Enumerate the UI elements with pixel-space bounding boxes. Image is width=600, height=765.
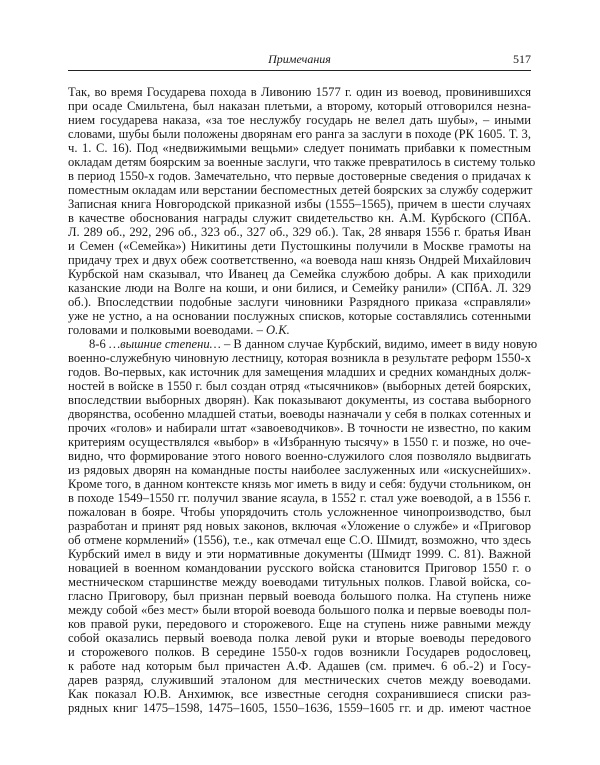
note-first-line bbox=[68, 337, 538, 351]
text-line: в качестве обоснования награды служит свидетельство кн. А.М. Курбского (СПбА. bbox=[68, 211, 531, 225]
text-line: Так, во время Государева похода в Ливонию 1577 г. один из воевод, провинившихся bbox=[68, 85, 531, 99]
text-line: дворянства, особенно младшей статьи, воеводы назначали у себя в полках сотенных и bbox=[68, 407, 531, 421]
text-line: новацией в военном командовании русского войска становится Приговор 1550 г. о bbox=[68, 561, 531, 575]
text-line: пожалован в бояре. Чтобы упорядочить столь усложненное чинопроизводство, был bbox=[68, 505, 531, 519]
running-head bbox=[68, 52, 531, 68]
author-signature: О.К. bbox=[266, 323, 290, 337]
page-number: 517 bbox=[513, 52, 531, 66]
text-line: в походе 1549–1550 гг. получил звание ясаула, в 1552 г. стал уже воеводой, а в 1556 г. bbox=[68, 491, 531, 505]
text-line: из рядовых дворян на командные посты наиболее заслуженных или «искуснейших». bbox=[68, 463, 531, 477]
note-reference: 8-6 bbox=[89, 337, 109, 351]
text-line: прочих «голов» и набирали штат «завоеводчиков». В точности не известно, по каким bbox=[68, 421, 531, 435]
text-line: гласно Приговору, был признан первый воевода большого полка. На ступень ниже bbox=[68, 589, 531, 603]
text-line: разработан и принят ряд новых законов, включая «Уложение о службе» и «Приговор bbox=[68, 519, 531, 533]
text-line: ков правой руки, передового и сторожевого. Еще на ступень ниже равными между bbox=[68, 617, 531, 631]
text-line: собой оказались первый воевода полка левой руки и вторые воеводы передового bbox=[68, 631, 531, 645]
text-line: нием государева наказа, «за тое неслужбу государь не велел дать шубы», – иными bbox=[68, 113, 531, 127]
text-line: дарев разряд, служивший эталоном для местнических счетов между воеводами. bbox=[68, 673, 531, 687]
header-rule bbox=[68, 70, 531, 71]
text-line: к работе над которым был причастен А.Ф. Адашев (см. примеч. 6 об.-2) и Госу- bbox=[68, 659, 531, 673]
text-line: казанские люди на Волге на коши, и они билися, и Семейку ранили» (СПбА. Л. 329 bbox=[68, 281, 531, 295]
text-fragment: головами и полковыми воеводами. – bbox=[68, 323, 267, 337]
text-line: и сторожевого полков. В середине 1550-х годов возникли Государев родословец, bbox=[68, 645, 531, 659]
text-line-with-signature bbox=[68, 323, 531, 337]
text-line: военно-служебную чиновную лестницу, которая возникла в результате реформ 1550-х bbox=[68, 351, 531, 365]
text-line: между собой «без мест» были второй воевода большого полка и первые воеводы пол- bbox=[68, 603, 531, 617]
note-lemma: …вышние степени… bbox=[108, 337, 221, 351]
text-line: окладам детям боярским за военные заслуги, что также превратилось в систему только bbox=[68, 155, 536, 169]
text-line: Кроме того, в данном контексте князь мог иметь в виду и себя: будучи стольником, он bbox=[68, 477, 531, 491]
running-title: Примечания bbox=[268, 52, 331, 66]
text-line: ностей в войске в 1550 г. был создан отряд «тысячников» (выборных детей боярских, bbox=[68, 379, 531, 393]
text-line: при осаде Смильтена, был наказан плетьми, а второму, который отговорился незна- bbox=[68, 99, 531, 113]
text-line: видно, что формирование этого нового военно-служилого слоя позволяло выдвигать bbox=[68, 449, 531, 463]
text-line: годов. Во-первых, как источник для замещения младших и средних командных долж- bbox=[68, 365, 531, 379]
text-line: уже не устно, а на основании послужных списков, которые составлялись сотенными bbox=[68, 309, 531, 323]
text-line: Как показал Ю.В. Анхимюк, все известные сегодня сохранившиеся списки раз- bbox=[68, 687, 531, 701]
text-line: ч. 1. С. 16). Под «недвижимыми вещьми» следует понимать прибавки к поместным bbox=[68, 141, 531, 155]
text-line: словами, шубы были положены дворянам его ранга за заслуги в походе (РК 1605. Т. 3, bbox=[68, 127, 531, 141]
text-line: придачу трех и двух обеж соответственно, «а воевода наш князь Ондрей Михайлович bbox=[68, 253, 531, 267]
text-fragment: – В данном случае Курбский, видимо, имеет в виду новую bbox=[220, 337, 538, 351]
body-text bbox=[68, 85, 538, 715]
text-line: Курбский имел в виду и эти нормативные документы (Шмидт 1999. С. 81). Важной bbox=[68, 547, 531, 561]
text-line: рядных книг 1475–1598, 1475–1605, 1550–1636, 1559–1605 гг. и др. имеют частное bbox=[68, 701, 531, 715]
text-line: в период 1550-х годов. Замечательно, что первые достоверные сведения о придачах к bbox=[68, 169, 531, 183]
text-line: критериям осуществлялся «выбор» в «Избранную тысячу» в 1550 г. и позже, но оче- bbox=[68, 435, 531, 449]
text-line: об.). Впоследствии подобные заслуги чиновники Разрядного приказа «справляли» bbox=[68, 295, 531, 309]
text-line: Курбской нам сказывал, что Иванец да Семейка службою добры. А как приходили bbox=[68, 267, 531, 281]
text-line: и Семен («Семейка») Никитины дети Пустошкины получили в Москве грамоты на bbox=[68, 239, 531, 253]
text-line: поместным окладам или верстании беспоместных детей боярских за службу содержит bbox=[68, 183, 533, 197]
text-line: Л. 289 об., 292, 296 об., 323 об., 327 об., 329 об.). Так, 28 января 1556 г. братья Иван bbox=[68, 225, 531, 239]
text-line: местническом старшинстве между воеводами титульных полков. Главой войска, со- bbox=[68, 575, 531, 589]
text-line: впоследствии выборных дворян). Как показывают документы, из состава выборного bbox=[68, 393, 531, 407]
text-line: Записная книга Новгородской приказной избы (1555–1565), причем в шести случаях bbox=[68, 197, 531, 211]
text-line: об отмене кормлений» (1556), т.е., как отмечал еще С.О. Шмидт, возможно, что здесь bbox=[68, 533, 531, 547]
